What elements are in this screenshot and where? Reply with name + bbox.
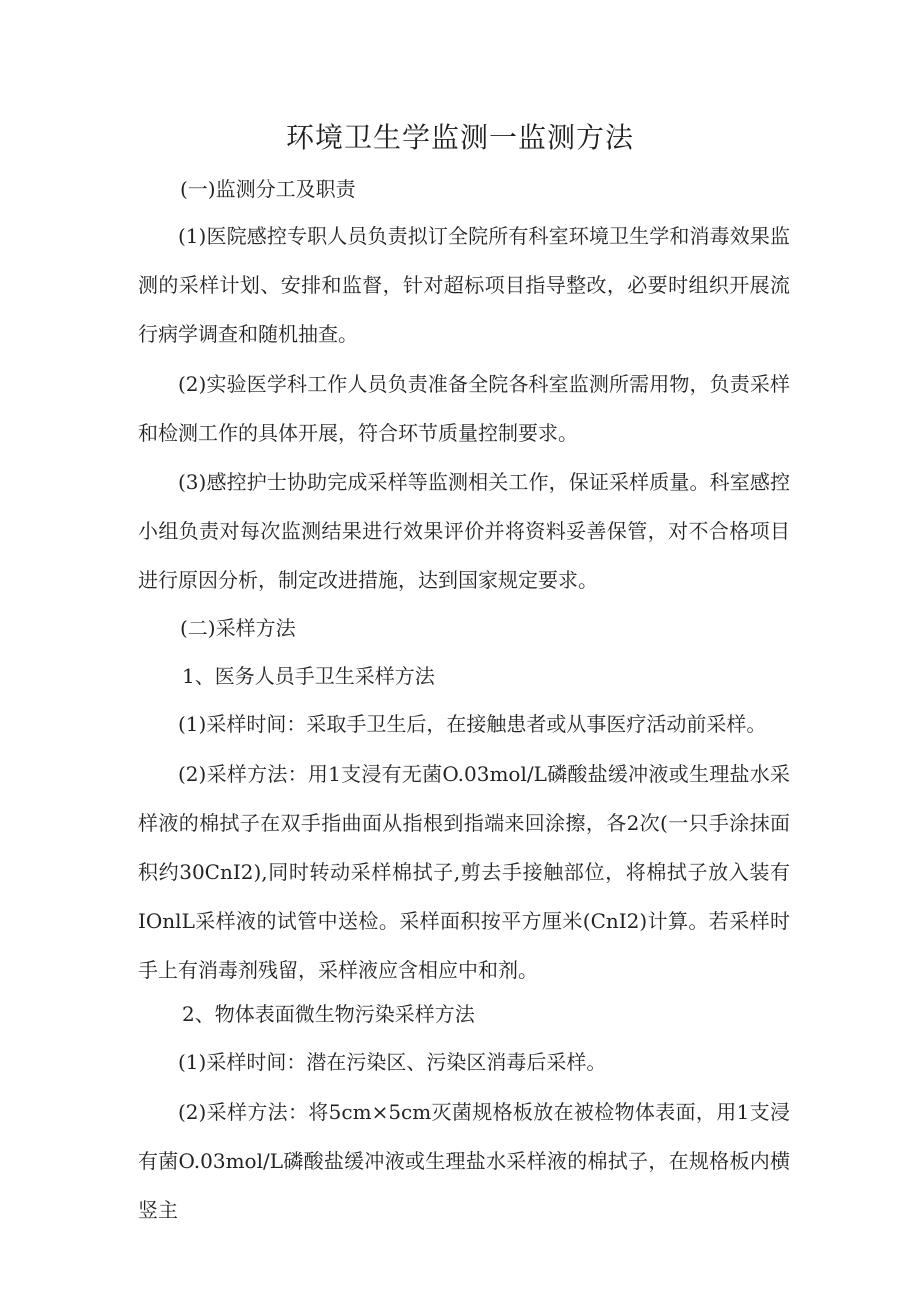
paragraph-hand-sampling-time: (1)采样时间：采取手卫生后，在接触患者或从事医疗活动前采样。 — [178, 712, 767, 736]
subsection-heading-hand-hygiene: 1、医务人员手卫生采样方法 — [182, 664, 435, 688]
paragraph-surface-sampling-method: (2)采样方法：将5cm×5cm灭菌规格板放在被检物体表面，用1支浸有菌O.03mol/L磷酸盐缓冲液或生理盐水采样液的棉拭子，在规格板内横竖主 — [138, 1100, 790, 1222]
paragraph-hand-sampling-method: (2)采样方法：用1支浸有无菌O.03mol/L磷酸盐缓冲液或生理盐水采样液的棉拭子在双手指曲面从指根到指端来回涂擦，各2次(一只手涂抹面积约30CnI2),同时转动采样棉拭子,剪去手接触部位，将棉拭子放入装有IOnlL采样液的试管中送检。采样面积按平方厘米(CnI2)计算。若采样时手上有消毒剂残留，采样液应含相应中和剂。 — [138, 762, 790, 982]
document-title: 环境卫生学监测一监测方法 — [285, 121, 634, 154]
section-heading-duties: (一)监测分工及职责 — [180, 177, 356, 201]
paragraph-duty-2: (2)实验医学科工作人员负责准备全院各科室监测所需用物，负责采样和检测工作的具体开展，符合环节质量控制要求。 — [138, 372, 790, 445]
paragraph-surface-sampling-time: (1)采样时间：潜在污染区、污染区消毒后采样。 — [178, 1050, 607, 1074]
paragraph-duty-3: (3)感控护士协助完成采样等监测相关工作，保证采样质量。科室感控小组负责对每次监测结果进行效果评价并将资料妥善保管，对不合格项目进行原因分析，制定改进措施，达到国家规定要求。 — [138, 470, 790, 592]
paragraph-duty-1: (1)医院感控专职人员负责拟订全院所有科室环境卫生学和消毒效果监测的采样计划、安排和监督，针对超标项目指导整改，必要时组织开展流行病学调查和随机抽查。 — [138, 224, 790, 346]
section-heading-sampling: (二)采样方法 — [180, 616, 296, 640]
subsection-heading-surface: 2、物体表面微生物污染采样方法 — [182, 1002, 475, 1026]
